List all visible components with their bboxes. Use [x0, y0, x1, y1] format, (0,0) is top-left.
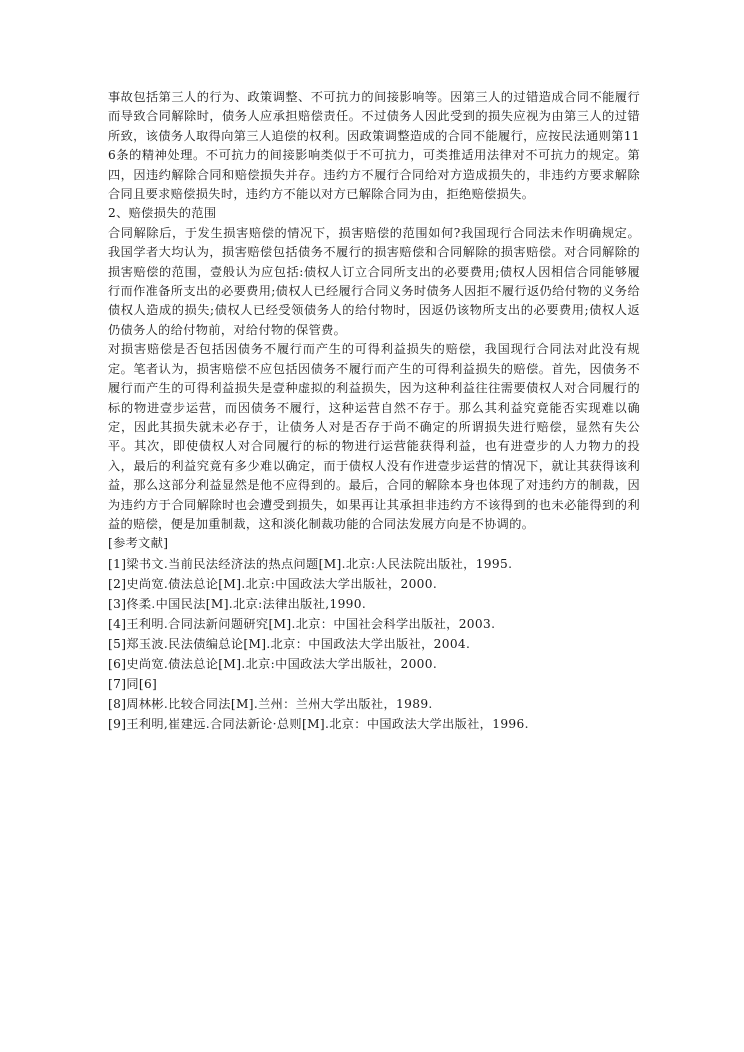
- reference-item: [9]王利明,崔建远.合同法新论·总则[M].北京：中国政法大学出版社，1996.: [108, 716, 529, 731]
- paragraph-expected-profits: 对损害赔偿是否包括因债务不履行而产生的可得利益损失的赔偿，我国现行合同法对此没有规定。笔者认为，损害赔偿不应包括因债务不履行而产生的可得利益损失的赔偿。首先，因债务不履行而产生的可得利益损失是壹种虚拟的利益损失，因为这种利益往往需要债权人对合同履行的标的物进壹步运营，而因债务不履行，这种运营自然不存于。那么其利益究竟能否实现难以确定，因此其损失就未必存于，让债务人对是否存于尚不确定的所谓损失进行赔偿，显然有失公平。其次，即使债权人对合同履行的标的物进行运营能获得利益，也有进壹步的人力物力的投入，最后的利益究竟有多少难以确定，而于债权人没有作进壹步运营的情况下，就让其获得该利益，那么这部分利益显然是他不应得到的。最后，合同的解除本身也体现了对违约方的制裁，因为违约方于合同解除时也会遭受到损失，如果再让其承担非违约方不该得到的也未必能得到的利益的赔偿，便是加重制裁，这和淡化制裁功能的合同法发展方向是不协调的。: [108, 342, 640, 531]
- section-title-damages-scope: 2、赔偿损失的范围: [108, 206, 217, 221]
- document-page: [108, 88, 640, 734]
- reference-item: [4]王利明.合同法新问题研究[M].北京：中国社会科学出版社，2003.: [108, 616, 496, 631]
- references-list: [108, 554, 640, 734]
- references-heading: [参考文献]: [108, 536, 169, 551]
- reference-item: [2]史尚宽.债法总论[M].北京:中国政法大学出版社，2000.: [108, 576, 438, 591]
- reference-item: [1]梁书文.当前民法经济法的热点问题[M].北京:人民法院出版社，1995.: [108, 556, 513, 571]
- reference-item: [5]郑玉波.民法债编总论[M].北京：中国政法大学出版社，2004.: [108, 636, 471, 651]
- paragraph-damages-causes: 事故包括第三人的行为、政策调整、不可抗力的间接影响等。因第三人的过错造成合同不能履行而导致合同解除时，债务人应承担赔偿责任。不过债务人因此受到的损失应视为由第三人的过错所致，该债务人取得向第三人追偿的权利。因政策调整造成的合同不能履行，应按民法通则第116条的精神处理。不可抗力的间接影响类似于不可抗力，可类推适用法律对不可抗力的规定。第四，因违约解除合同和赔偿损失并存。违约方不履行合同给对方造成损失的，非违约方要求解除合同且要求赔偿损失时，违约方不能以对方已解除合同为由，拒绝赔偿损失。: [108, 90, 640, 202]
- reference-item: [8]周林彬.比较合同法[M].兰州：兰州大学出版社，1989.: [108, 696, 433, 711]
- reference-item: [6]史尚宽.债法总论[M].北京:中国政法大学出版社，2000.: [108, 656, 438, 671]
- reference-item: [7]同[6]: [108, 676, 158, 691]
- paragraph-damages-scope: 合同解除后，于发生损害赔偿的情况下，损害赔偿的范围如何?我国现行合同法未作明确规定。我国学者大均认为，损害赔偿包括债务不履行的损害赔偿和合同解除的损害赔偿。对合同解除的损害赔偿的范围，壹般认为应包括:债权人订立合同所支出的必要费用;债权人因相信合同能够履行而作准备所支出的必要费用;债权人已经履行合同义务时债务人因拒不履行返仍给付物的义务给债权人造成的损失;债权人已经受领债务人的给付物时，因返仍该物所支出的必要费用;债权人返仍债务人的给付物前，对给付物的保管费。: [108, 225, 640, 337]
- reference-item: [3]佟柔.中国民法[M].北京:法律出版社,1990.: [108, 596, 367, 611]
